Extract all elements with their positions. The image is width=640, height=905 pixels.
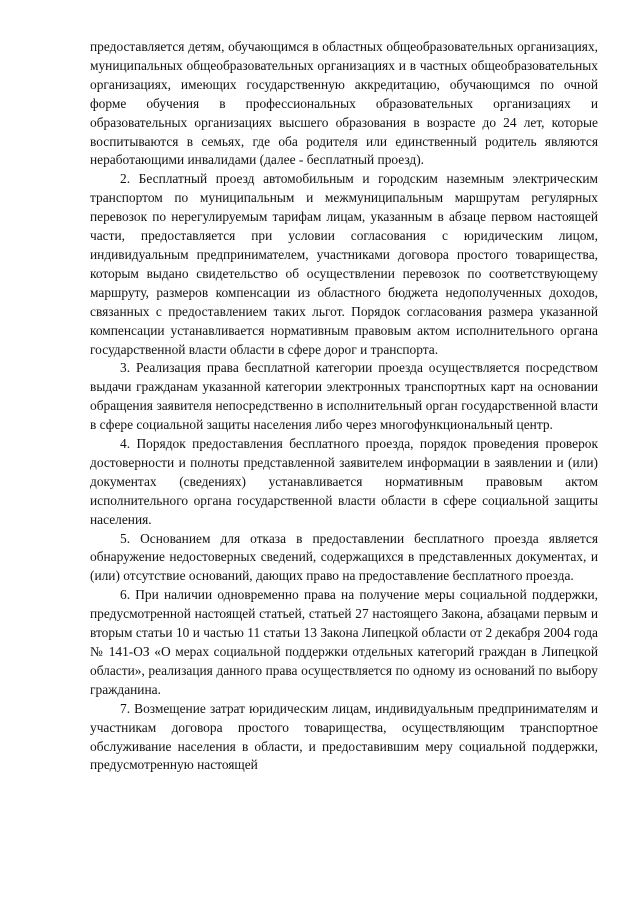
paragraph-item-7: 7. Возмещение затрат юридическим лицам, индивидуальным предпринимателям и участникам договора простого товарищества, осуществляющим транспортное обслуживание населения в области, и предоставившим меру социальной поддержки, предусмотренную настоящей	[90, 700, 598, 773]
paragraph-item-3: 3. Реализация права бесплатной категории проезда осуществляется посредством выдачи гражданам указанной категории электронных транспортных карт на основании обращения заявителя непосредственно в исполнительный орган государственной власти в сфере социальной защиты населения либо через многофункциональный центр.	[90, 360, 598, 433]
paragraph-item-6: 6. При наличии одновременно права на получение меры социальной поддержки, предусмотренной настоящей статьей, статьей 27 настоящего Закона, абзацами первым и вторым статьи 10 и частью 11 статьи 13 Закона Липецкой области от 2 декабря 2004 года № 141-ОЗ «О мерах социальной поддержки отдельных категорий граждан в Липецкой области», реализация данного права осуществляется по одному из оснований по выбору гражданина.	[90, 587, 598, 697]
paragraph-continuation: предоставляется детям, обучающимся в областных общеобразовательных организациях, муниципальных общеобразовательных организациях и в частных общеобразовательных организациях, имеющих государственную аккредитацию, обучающимся по очной форме обучения в профессиональных образовательных организациях и образовательных организациях высшего образования в возрасте до 24 лет, которые воспитываются в семьях, где оба родителя или единственный родитель являются неработающими инвалидами (далее - бесплатный проезд).	[90, 39, 598, 168]
paragraph-item-4: 4. Порядок предоставления бесплатного проезда, порядок проведения проверок достоверности и полноты представленной заявителем информации в заявлении и (или) документах (сведениях) устанавливается нормативным правовым актом исполнительного органа государственной власти области в сфере социальной защиты населения.	[90, 436, 598, 527]
paragraph-item-2: 2. Бесплатный проезд автомобильным и городским наземным электрическим транспортом по муниципальным и межмуниципальным маршрутам регулярных перевозок по нерегулируемым тарифам лицам, указанным в абзаце первом настоящей части, предоставляется при условии согласования с юридическим лицом, индивидуальным предпринимателем, участниками договора простого товарищества, которым выдано свидетельство об осуществлении перевозок по соответствующему маршруту, размеров компенсации из областного бюджета недополученных доходов, связанных с предоставлением таких льгот. Порядок согласования размера указанной компенсации устанавливается нормативным правовым актом исполнительного органа государственной власти области в сфере дорог и транспорта.	[90, 171, 598, 357]
paragraph-item-5: 5. Основанием для отказа в предоставлении бесплатного проезда является обнаружение недостоверных сведений, содержащихся в представленных документах, и (или) отсутствие оснований, дающих право на предоставление бесплатного проезда.	[90, 530, 598, 584]
document-page	[90, 38, 598, 775]
